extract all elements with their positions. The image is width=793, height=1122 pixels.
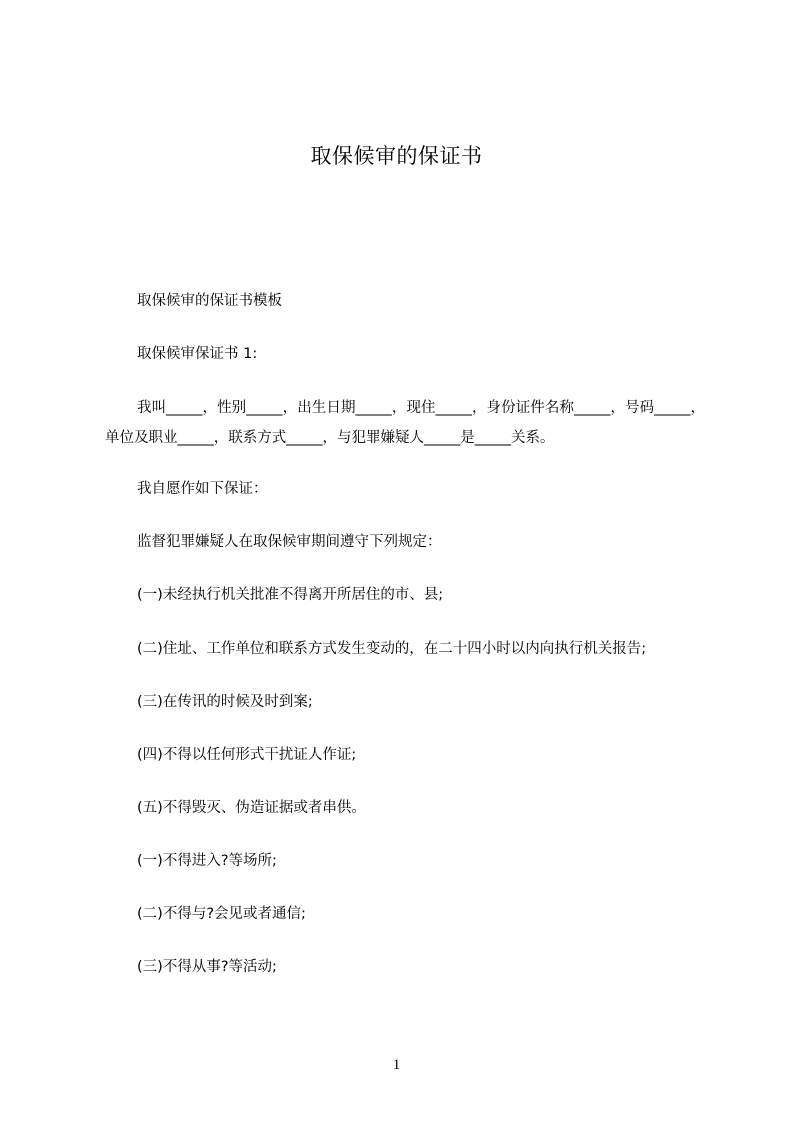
paragraph-rule-3: (三)在传讯的时候及时到案;: [137, 694, 313, 710]
paragraph-rule-5: (五)不得毁灭、伪造证据或者串供。: [137, 800, 366, 816]
paragraph-extra-rule-3: (三)不得从事?等活动;: [137, 959, 277, 975]
paragraph-rule-4: (四)不得以任何形式干扰证人作证;: [137, 747, 357, 763]
paragraph-rule-2: (二)住址、工作单位和联系方式发生变动的，在二十四小时以内向执行机关报告;: [137, 641, 647, 657]
paragraph-extra-rule-2: (二)不得与?会见或者通信;: [137, 906, 306, 922]
paragraph-guarantee-heading: 取保候审保证书 1:: [137, 346, 258, 362]
paragraph-voluntary-guarantee: 我自愿作如下保证：: [137, 481, 268, 497]
document-title: 取保候审的保证书: [310, 144, 483, 168]
paragraph-supervision-rules: 监督犯罪嫌疑人在取保候审期间遵守下列规定：: [137, 534, 442, 550]
page-number: 1: [392, 1057, 401, 1073]
paragraph-template-heading: 取保候审的保证书模板: [137, 293, 282, 309]
paragraph-guarantor-info: 我叫_____，性别_____，出生日期_____，现住_____，身份证件名称_____，号码_____，单位及职业_____，联系方式_____，与犯罪嫌疑人_____是_____关系。: [105, 400, 705, 446]
paragraph-extra-rule-1: (一)不得进入?等场所;: [137, 853, 277, 869]
paragraph-rule-1: (一)未经执行机关批准不得离开所居住的市、县;: [137, 587, 444, 603]
